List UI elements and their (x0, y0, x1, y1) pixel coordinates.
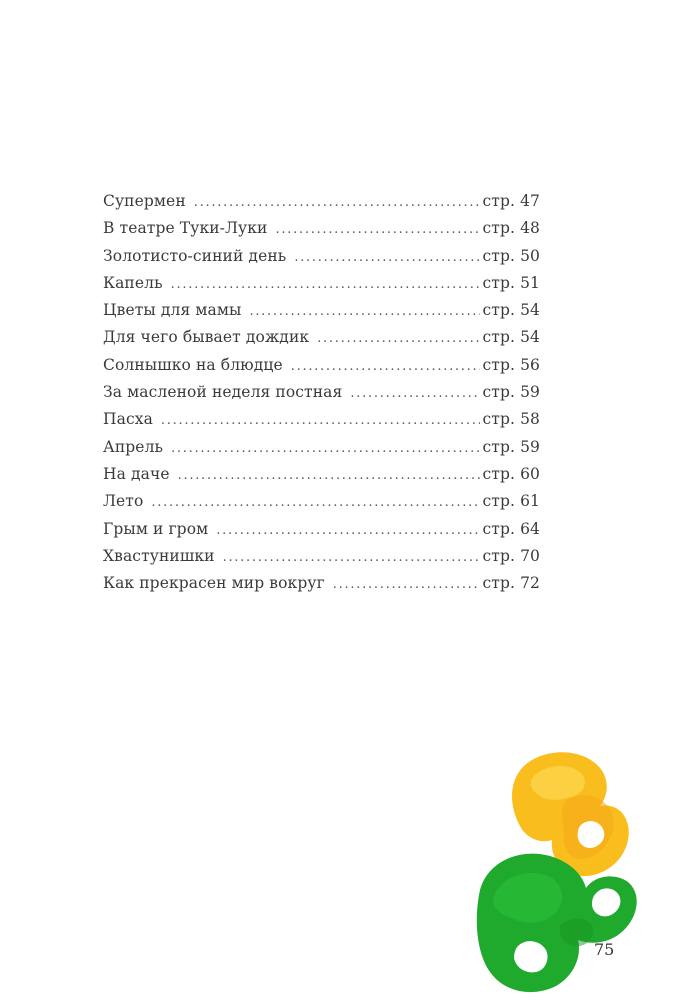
toc-entry-page: стр. 59 (482, 437, 540, 456)
toc-leader-dots (161, 413, 480, 428)
toc-entry-page: стр. 47 (482, 192, 540, 210)
toc-entry-page: стр. 60 (482, 464, 540, 483)
toc-entry[interactable] (103, 328, 540, 355)
toc-entry-title: Капель (103, 273, 163, 292)
page-number: 75 (594, 940, 615, 959)
toc-entry[interactable] (103, 247, 540, 274)
toc-leader-dots (194, 195, 480, 210)
table-of-contents (103, 192, 540, 601)
toc-entry-title: Цветы для мамы (103, 301, 242, 320)
toc-leader-dots (294, 250, 479, 265)
toc-entry[interactable] (103, 465, 540, 492)
toc-entry-title: Золотисто-синий день (103, 246, 287, 265)
toc-entry-page: стр. 54 (482, 301, 540, 320)
toc-entry-title: За масленой неделя постная (103, 383, 343, 402)
toc-entry-page: стр. 56 (482, 355, 540, 374)
toc-leader-dots (291, 359, 480, 374)
toc-entry-page: стр. 72 (482, 574, 540, 593)
toc-entry-title: Солнышко на блюдце (103, 355, 283, 374)
toc-entry-page: стр. 59 (482, 383, 540, 402)
toc-entry[interactable] (103, 410, 540, 437)
toc-entry[interactable] (103, 274, 540, 301)
toc-entry-title: Грым и гром (103, 519, 209, 538)
toc-entry-page: стр. 50 (482, 246, 540, 265)
toc-entry[interactable] (103, 383, 540, 410)
toc-leader-dots (276, 222, 480, 237)
toc-entry[interactable] (103, 574, 540, 601)
toc-entry-title: Пасха (103, 410, 153, 429)
toc-leader-dots (333, 577, 480, 592)
toc-entry[interactable] (103, 356, 540, 383)
toc-entry[interactable] (103, 192, 540, 219)
toc-entry[interactable] (103, 301, 540, 328)
toc-entry-title: Супермен (103, 192, 186, 210)
toc-entry-page: стр. 54 (482, 328, 540, 347)
toc-leader-dots (171, 277, 480, 292)
toc-entry[interactable] (103, 492, 540, 519)
toc-leader-dots (151, 495, 479, 510)
toc-leader-dots (223, 550, 480, 565)
green-pretzel-ring (477, 854, 637, 993)
toc-entry-title: Лето (103, 492, 144, 511)
toc-entry-page: стр. 61 (482, 492, 540, 511)
toc-entry-page: стр. 58 (482, 410, 540, 429)
toc-leader-dots (249, 304, 479, 319)
toc-leader-dots (171, 441, 479, 456)
painted-pretzel-rings-icon (470, 740, 688, 1000)
toc-entry-title: Для чего бывает дождик (103, 328, 310, 347)
toc-entry-title: Хвастунишки (103, 546, 215, 565)
toc-leader-dots (317, 331, 479, 346)
toc-entry[interactable] (103, 547, 540, 574)
toc-entry-title: На даче (103, 464, 170, 483)
toc-entry[interactable] (103, 438, 540, 465)
toc-entry-page: стр. 64 (482, 519, 540, 538)
toc-leader-dots (350, 386, 479, 401)
toc-entry[interactable] (103, 219, 540, 246)
toc-leader-dots (216, 523, 479, 538)
toc-leader-dots (178, 468, 480, 483)
toc-entry-page: стр. 51 (482, 273, 540, 292)
toc-entry-title: В театре Туки-Луки (103, 219, 268, 238)
toc-entry-page: стр. 48 (482, 219, 540, 238)
toc-entry-title: Апрель (103, 437, 164, 456)
toc-entry-page: стр. 70 (482, 546, 540, 565)
toc-entry-title: Как прекрасен мир вокруг (103, 574, 325, 593)
toc-entry[interactable] (103, 520, 540, 547)
